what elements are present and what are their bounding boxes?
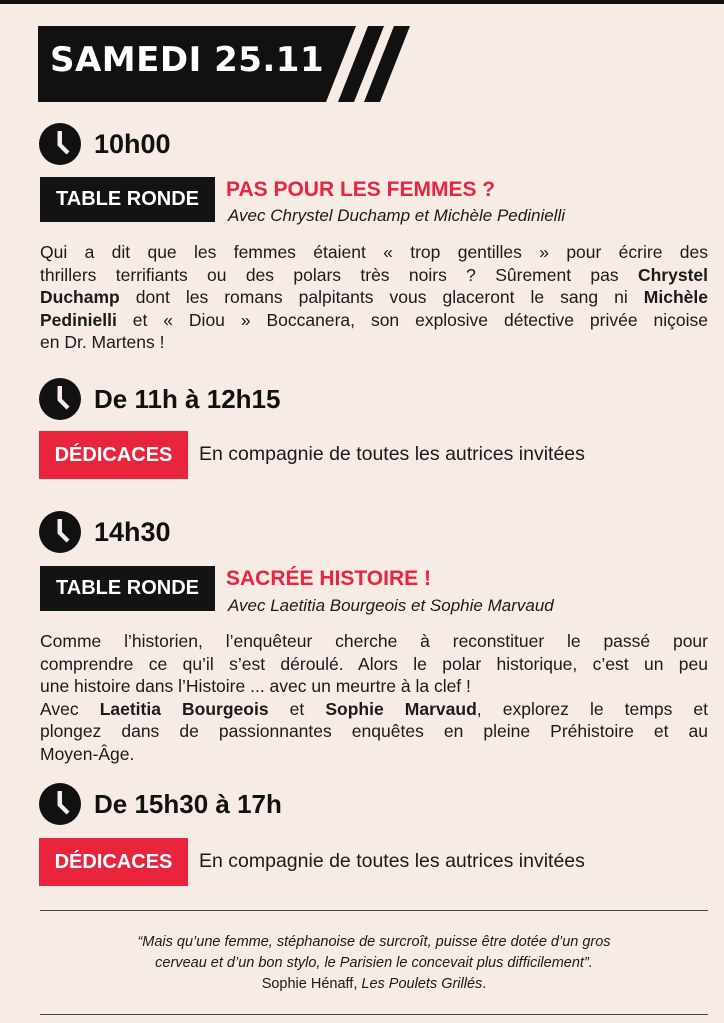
desc-line — [40, 309, 708, 332]
quote-line: cerveau et d’un bon stylo, le Parisien le concevait plus difficilement”. — [155, 955, 593, 971]
table-ronde-tag: TABLE RONDE — [40, 566, 215, 611]
desc-line: Comme l’historien, l’enquêteur cherche à reconstituer le passé pour — [40, 631, 708, 651]
event-guests: Avec Chrystel Duchamp et Michèle Pedinielli — [228, 206, 566, 225]
desc-line: Qui a dit que les femmes étaient « trop gentilles » pour écrire des — [40, 242, 708, 262]
clock-icon — [38, 122, 82, 166]
clock-icon — [38, 377, 82, 421]
author-name: Michèle — [643, 287, 708, 307]
desc-line: plongez dans de passionnantes enquêtes en pleine Préhistoire et au — [40, 721, 708, 741]
author-name: Laetitia Bourgeois — [99, 698, 269, 719]
event-description — [40, 630, 708, 765]
author-name: Pedinielli — [40, 309, 117, 330]
time-row-1530 — [38, 782, 282, 826]
quote-line: “Mais qu’une femme, stéphanoise de surcroît, puisse être dotée d’un gros — [137, 934, 611, 950]
event-guests: Avec Laetitia Bourgeois et Sophie Marvaud — [228, 596, 554, 615]
clock-icon — [38, 510, 82, 554]
signing-text: En compagnie de toutes les autrices invitées — [199, 443, 585, 465]
time-label: De 15h30 à 17h — [94, 788, 282, 819]
author-name: Chrystel — [637, 264, 708, 285]
desc-line — [40, 264, 708, 287]
desc-text: , explorez le temps et — [476, 698, 709, 719]
divider-top — [40, 910, 708, 911]
quote-book: Les Poulets Grillés — [361, 976, 483, 992]
day-banner — [38, 26, 412, 102]
time-row-11h — [38, 377, 280, 421]
time-row-1000 — [38, 122, 171, 166]
signing-text: En compagnie de toutes les autrices invitées — [199, 850, 585, 872]
time-label: 10h00 — [94, 128, 171, 159]
desc-text: et « Diou » Boccanera, son explosive détective privée niçoise — [116, 309, 708, 330]
desc-line: comprendre ce qu’il s’est déroulé. Alors le polar historique, c’est un peu — [40, 653, 708, 674]
time-label: 14h30 — [94, 516, 171, 547]
quote-block — [40, 932, 708, 995]
time-row-1430 — [38, 510, 171, 554]
desc-line: en Dr. Martens ! — [40, 332, 165, 352]
desc-text: dont les romans palpitants vous glaceront le sang ni — [119, 287, 644, 307]
desc-line — [40, 698, 708, 721]
desc-line — [40, 286, 708, 309]
divider-bottom — [40, 1014, 708, 1015]
event-title: SACRÉE HISTOIRE ! — [226, 567, 431, 590]
quote-end: . — [482, 976, 487, 992]
desc-line: une histoire dans l’Histoire ... avec un meurtre à la clef ! — [40, 676, 471, 696]
dedicaces-tag: DÉDICACES — [39, 431, 188, 479]
quote-author: Sophie Hénaff, — [261, 976, 362, 992]
top-border — [0, 0, 724, 4]
event-description — [40, 241, 708, 354]
desc-line: Moyen-Âge. — [40, 743, 135, 764]
author-name: Duchamp — [40, 287, 120, 307]
clock-icon — [38, 782, 82, 826]
quote-citation — [40, 974, 708, 995]
author-name: Sophie Marvaud — [325, 698, 477, 719]
table-ronde-tag: TABLE RONDE — [40, 177, 215, 222]
dedicaces-tag: DÉDICACES — [39, 838, 188, 886]
desc-text: et — [268, 698, 326, 719]
desc-text: thrillers terrifiants ou des polars très noirs ? Sûrement pas — [40, 264, 638, 285]
time-label: De 11h à 12h15 — [94, 383, 281, 414]
desc-text: Avec — [40, 698, 100, 719]
day-title: SAMEDI 25.11 — [50, 40, 325, 80]
event-title: PAS POUR LES FEMMES ? — [226, 178, 496, 201]
